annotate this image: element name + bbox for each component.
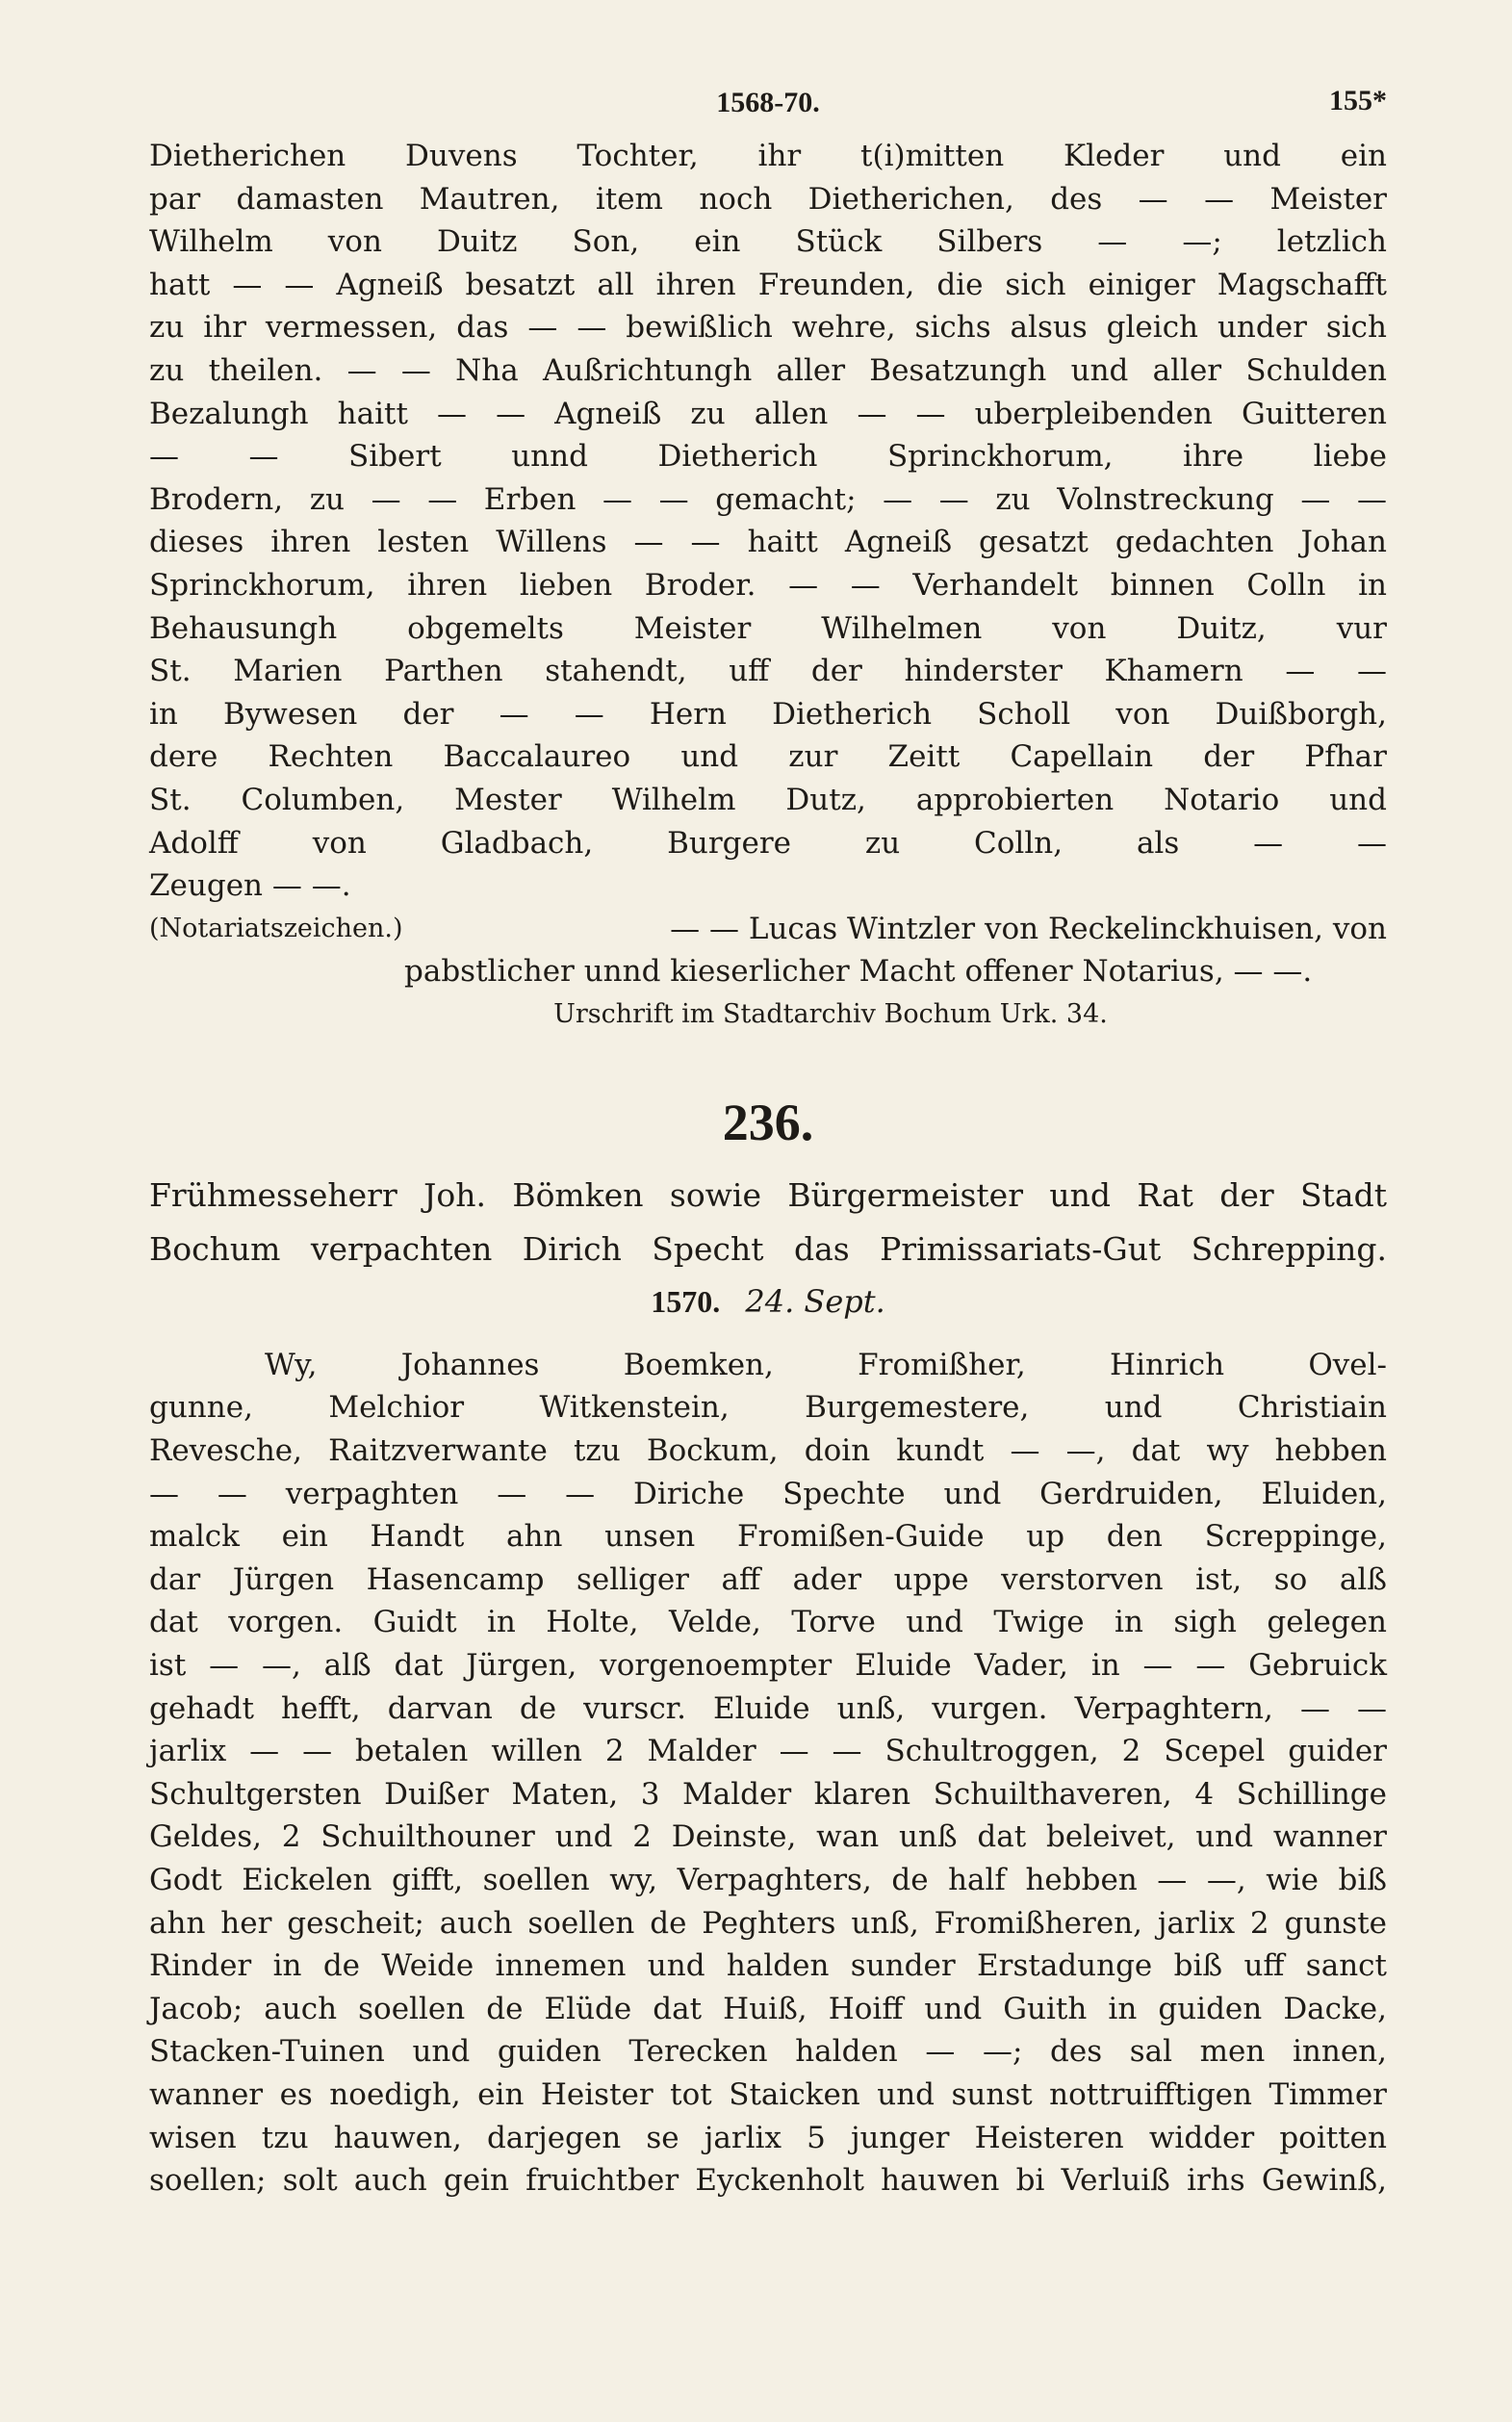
notary-line xyxy=(149,908,1387,951)
text-line: Adolff von Gladbach, Burgere zu Colln, als — — xyxy=(149,825,1387,861)
text-line: dar Jürgen Hasencamp selliger aff ader uppe verstorven ist, so alß xyxy=(149,1561,1387,1597)
text-line: — — verpaghten — — Diriche Spechte und Gerdruiden, Eluiden, xyxy=(149,1476,1387,1511)
notary-mark: (Notariatszeichen.) xyxy=(149,913,403,943)
text-line: wisen tzu hauwen, darjegen se jarlix 5 junger Heisteren widder poitten xyxy=(149,2120,1387,2155)
date-day: 24. Sept. xyxy=(745,1282,885,1320)
text-line: Wilhelm von Duitz Son, ein Stück Silbers — —; letzlich xyxy=(149,224,1387,260)
text-line: Stacken-Tuinen und guiden Terecken halden — —; des sal men innen, xyxy=(149,2034,1387,2070)
text-line: wanner es noedigh, ein Heister tot Staicken und sunst nottruifftigen Timmer xyxy=(149,2076,1387,2112)
page-number: 155* xyxy=(1329,85,1387,116)
text-line: St. Columben, Mester Wilhelm Dutz, approbierten Notario und xyxy=(149,782,1387,817)
text-line: Schultgersten Duißer Maten, 3 Malder klaren Schuilthaveren, 4 Schillinge xyxy=(149,1776,1387,1812)
notary-signature: — — Lucas Wintzler von Reckelinckhuisen, von xyxy=(670,911,1387,946)
text-line: Wy, Johannes Boemken, Fromißher, Hinrich Ovel- xyxy=(265,1347,1387,1382)
previous-document-text xyxy=(149,135,1387,1036)
text-line: St. Marien Parthen stahendt, uff der hinderster Khamern — — xyxy=(149,654,1387,689)
notary-signature-continued: pabstlicher unnd kieserlicher Macht offener Notarius, — —. xyxy=(404,954,1313,990)
text-line: malck ein Handt ahn unsen Fromißen-Guide up den Screppinge, xyxy=(149,1519,1387,1555)
text-line: gehadt hefft, darvan de vurscr. Eluide unß, vurgen. Verpaghtern, — — xyxy=(149,1690,1387,1726)
text-line: Dietherichen Duvens Tochter, ihr t(i)mitten Kleder und ein xyxy=(149,139,1387,173)
text-line: ist — —, alß dat Jürgen, vorgenoempter Eluide Vader, in — — Gebruick xyxy=(149,1648,1387,1684)
text-line: zu theilen. — — Nha Außrichtungh aller Besatzungh und aller Schulden xyxy=(149,352,1387,388)
document-heading xyxy=(149,1169,1387,1276)
heading-line: Frühmesseherr Joh. Bömken sowie Bürgermeister und Rat der Stadt xyxy=(149,1175,1387,1214)
document-date xyxy=(149,1276,1387,1327)
text-line: Brodern, zu — — Erben — — gemacht; — — zu Volnstreckung — — xyxy=(149,481,1387,517)
text-line: Revesche, Raitzverwante tzu Bockum, doin kundt — —, dat wy hebben xyxy=(149,1433,1387,1469)
text-line: in Bywesen der — — Hern Dietherich Scholl von Duißborgh, xyxy=(149,696,1387,732)
text-line: dat vorgen. Guidt in Holte, Velde, Torve und Twige in sigh gelegen xyxy=(149,1605,1387,1640)
text-line: gunne, Melchior Witkenstein, Burgemestere, und Christiain xyxy=(149,1390,1387,1426)
text-line: Rinder in de Weide innemen und halden sunder Erstadunge biß uff sanct xyxy=(149,1948,1387,1984)
text-line: dere Rechten Baccalaureo und zur Zeitt Capellain der Pfhar xyxy=(149,739,1387,775)
text-line: jarlix — — betalen willen 2 Malder — — Schultroggen, 2 Scepel guider xyxy=(149,1734,1387,1769)
archive-source: Urschrift im Stadtarchiv Bochum Urk. 34. xyxy=(553,998,1108,1029)
text-line: Bezalungh haitt — — Agneiß zu allen — — uberpleibenden Guitteren xyxy=(149,396,1387,431)
text-line: Geldes, 2 Schuilthouner und 2 Deinste, wan unß dat beleivet, und wanner xyxy=(149,1819,1387,1855)
document-number: 236. xyxy=(722,1093,814,1151)
text-line: Zeugen — —. xyxy=(149,868,351,904)
text-line: par damasten Mautren, item noch Dietherichen, des — — Meister xyxy=(149,181,1387,217)
text-line: ahn her gescheit; auch soellen de Peghters unß, Fromißheren, jarlix 2 gunste xyxy=(149,1905,1387,1941)
text-line: Sprinckhorum, ihren lieben Broder. — — Verhandelt binnen Colln in xyxy=(149,567,1387,603)
document-body xyxy=(149,1344,1387,2203)
text-line: zu ihr vermessen, das — — bewißlich wehre, sichs alsus gleich under sich xyxy=(149,310,1387,346)
date-year: 1570. xyxy=(651,1283,721,1319)
text-line: Behausungh obgemelts Meister Wilhelmen von Duitz, vur xyxy=(149,610,1387,646)
text-line: Godt Eickelen gifft, soellen wy, Verpaghters, de half hebben — —, wie biß xyxy=(149,1863,1387,1897)
page-header xyxy=(149,77,1387,135)
page-range: 1568-70. xyxy=(716,87,820,118)
text-line: Jacob; auch soellen de Elüde dat Huiß, Hoiff und Guith in guiden Dacke, xyxy=(149,1991,1387,2026)
text-line: hatt — — Agneiß besatzt all ihren Freunden, die sich einiger Magschafft xyxy=(149,267,1387,302)
heading-line: Bochum verpachten Dirich Specht das Primissariats-Gut Schrepping. xyxy=(149,1229,1387,1268)
text-line: dieses ihren lesten Willens — — haitt Agneiß gesatzt gedachten Johan xyxy=(149,525,1387,560)
text-line: — — Sibert unnd Dietherich Sprinckhorum, ihre liebe xyxy=(149,439,1387,475)
text-line: soellen; solt auch gein fruichtber Eyckenholt hauwen bi Verluiß irhs Gewinß, xyxy=(149,2163,1387,2199)
